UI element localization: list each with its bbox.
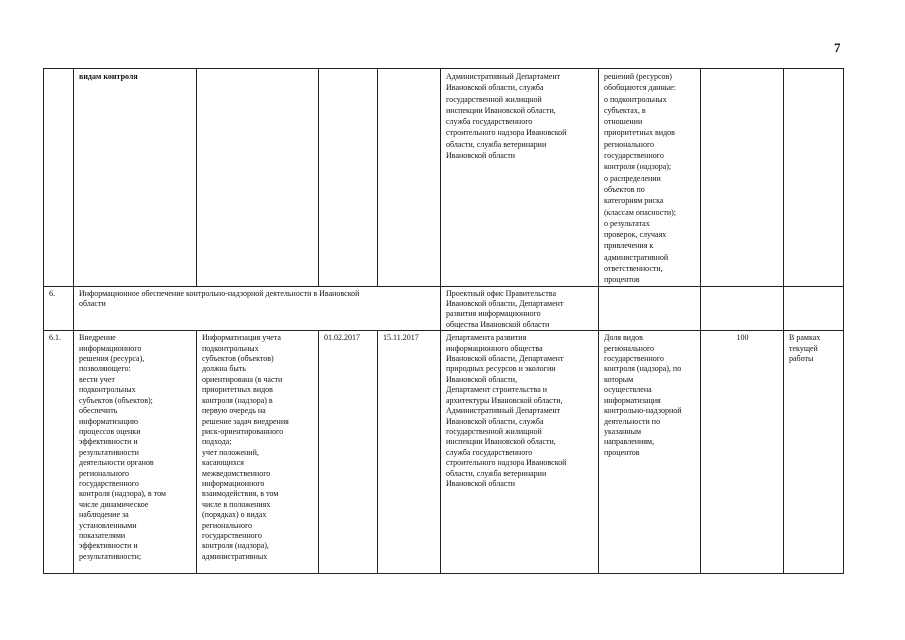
row-number: 6.1. [44, 331, 74, 574]
start-date [319, 69, 378, 287]
indicator: решений (ресурсов) обобщаются данные: о подконтрольных субъектах, в отношении приоритетных видов регионального государственного контроля (надзора); о распределении объектов по категориям риска (классам опасности); о результатах проверок, случаях привлечения к административной ответственности, процентов [599, 69, 701, 287]
start-date: 01.02.2017 [319, 331, 378, 574]
table-row [44, 331, 844, 574]
table-row [44, 69, 844, 287]
page-number: 7 [834, 40, 841, 55]
note: В рамках текущей работы [784, 331, 844, 574]
row-number [44, 69, 74, 287]
note [784, 69, 844, 287]
measure-name: видам контроля [74, 69, 197, 287]
indicator [599, 286, 701, 331]
executors: Проектный офис Правительства Ивановской области, Департамент развития информационного общества Ивановской области [441, 286, 599, 331]
indicator: Доля видов регионального государственного контроля (надзора), по которым осуществлена информатизация контрольно-надзорной деятельности по указанным направлениям, процентов [599, 331, 701, 574]
table-row [44, 286, 844, 331]
measure-description [197, 69, 319, 287]
measure-name: Внедрение информационного решения (ресурса), позволяющего: вести учет подконтрольных субъектов (объектов); обеспечить информатизацию процессов оценки эффективности и результативности деятельности органов регионального государственного контроля (надзора), в том числе динамическое наблюдение за установленными показателями эффективности и результативности; [74, 331, 197, 574]
end-date: 15.11.2017 [378, 331, 441, 574]
action-plan-table [43, 68, 844, 574]
indicator-value: 100 [701, 331, 784, 574]
indicator-value [701, 69, 784, 287]
row-number: 6. [44, 286, 74, 331]
note [784, 286, 844, 331]
end-date [378, 69, 441, 287]
executors: Департамента развития информационного общества Ивановской области, Департамент природных ресурсов и экологии Ивановской области, Департамент строительства и архитектуры Ивановской области, Административный Департамент Ивановской области, служба государственной жилищной инспекции Ивановской области, служба государственного строительного надзора Ивановской области, служба ветеринарии Ивановской области [441, 331, 599, 574]
executors: Административный Департамент Ивановской области, служба государственной жилищной инспекции Ивановской области, служба государственного строительного надзора Ивановской области, служба ветеринарии Ивановской области [441, 69, 599, 287]
measure-description: Информатизация учета подконтрольных субъектов (объектов) должна быть ориентирована (в части приоритетных видов контроля (надзора) в первую очередь на решение задач внедрения риск-ориентированного подхода; учет положений, касающихся межведомственного информационного взаимодействия, в том числе в положениях (порядках) о видах регионального государственного контроля (надзора), административных [197, 331, 319, 574]
indicator-value [701, 286, 784, 331]
section-title: Информационное обеспечение контрольно-надзорной деятельности в Ивановской области [74, 286, 441, 331]
